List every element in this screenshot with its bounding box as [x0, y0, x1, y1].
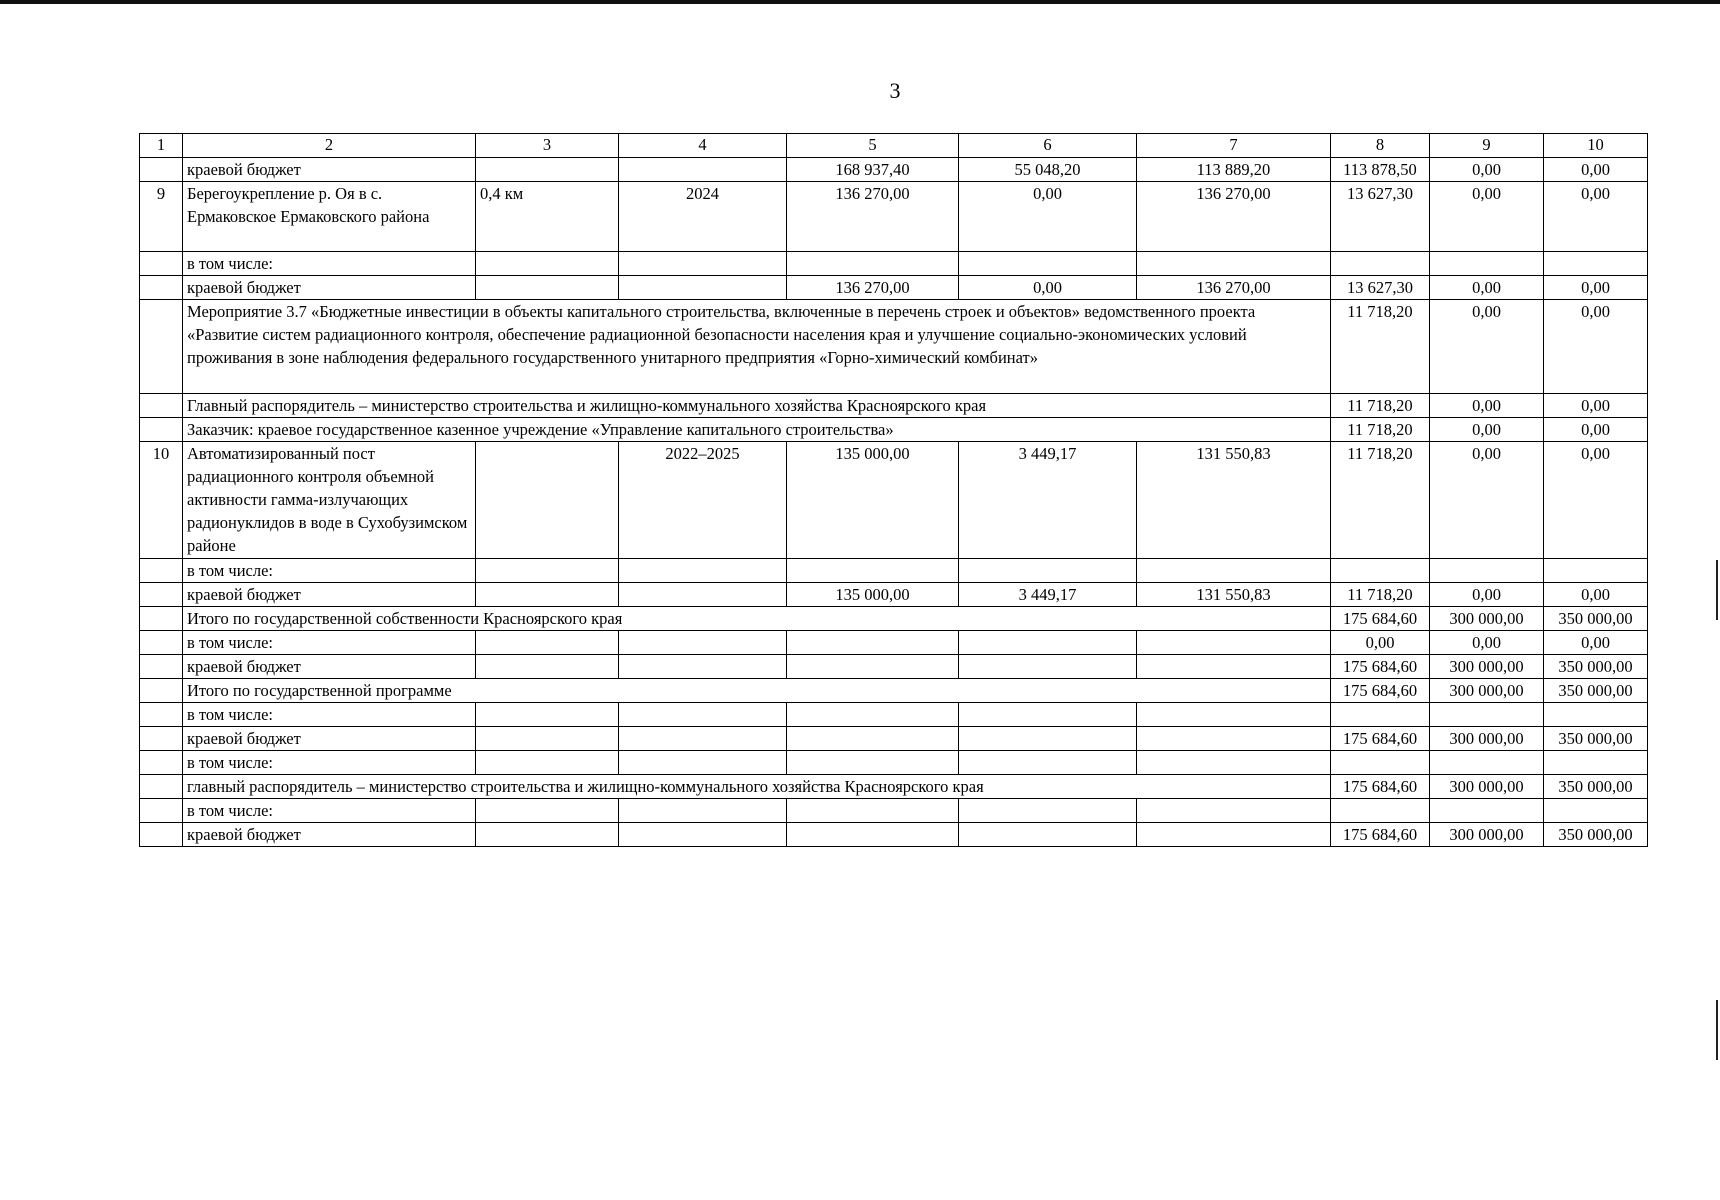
- row-number-cell: [140, 823, 183, 847]
- header-cell: 6: [959, 134, 1137, 158]
- table-cell: [1137, 799, 1331, 823]
- row-name-cell: краевой бюджет: [183, 583, 476, 607]
- table-cell: [1430, 751, 1544, 775]
- table-cell: [476, 158, 619, 182]
- measure-title-cell: Мероприятие 3.7 «Бюджетные инвестиции в объекты капитального строительства, включенные в перечень строек и объектов» ведомственного проекта «Развитие систем радиационного контроля, обеспечение радиационной безопасности населения края и улучшение социально-экономических условий проживания в зоне наблюдения федерального государственного унитарного предприятия «Горно-химический комбинат»: [183, 300, 1331, 394]
- table-cell: [1331, 751, 1430, 775]
- table-row: [140, 703, 1648, 727]
- table-cell: [1331, 799, 1430, 823]
- table-row: [140, 823, 1648, 847]
- row-name-cell: Берегоукрепление р. Оя в с. Ермаковское Ермаковского района: [183, 182, 476, 252]
- row-name-cell: краевой бюджет: [183, 655, 476, 679]
- table-cell: [619, 158, 787, 182]
- value-cell: 175 684,60: [1331, 823, 1430, 847]
- scan-edge-mark: [1716, 560, 1718, 620]
- table-cell: [1430, 252, 1544, 276]
- header-cell: 8: [1331, 134, 1430, 158]
- table-cell: [959, 751, 1137, 775]
- value-cell: 350 000,00: [1544, 655, 1648, 679]
- value-cell: 300 000,00: [1430, 775, 1544, 799]
- table-cell: [476, 799, 619, 823]
- value-cell: 175 684,60: [1331, 775, 1430, 799]
- table-cell: [476, 751, 619, 775]
- table-cell: [1137, 823, 1331, 847]
- table-cell: [476, 559, 619, 583]
- row-number-cell: [140, 727, 183, 751]
- value-cell: 175 684,60: [1331, 727, 1430, 751]
- table-cell: [787, 631, 959, 655]
- value-cell: 300 000,00: [1430, 727, 1544, 751]
- table-cell: [959, 631, 1137, 655]
- table-cell: [619, 823, 787, 847]
- table-cell: [787, 252, 959, 276]
- table-cell: [787, 703, 959, 727]
- header-cell: 3: [476, 134, 619, 158]
- row-name-cell: в том числе:: [183, 252, 476, 276]
- table-cell: [619, 631, 787, 655]
- table-row: [140, 631, 1648, 655]
- table-row: [140, 300, 1648, 394]
- row-name-cell: Главный распорядитель – министерство строительства и жилищно-коммунального хозяйства Красноярского края: [183, 394, 1331, 418]
- value-cell: 13 627,30: [1331, 276, 1430, 300]
- table-cell: [476, 703, 619, 727]
- table-cell: [1544, 559, 1648, 583]
- value-cell: 55 048,20: [959, 158, 1137, 182]
- table-cell: [787, 655, 959, 679]
- table-cell: [1544, 799, 1648, 823]
- header-cell: 4: [619, 134, 787, 158]
- value-cell: 350 000,00: [1544, 607, 1648, 631]
- table-row: [140, 679, 1648, 703]
- table-cell: [1544, 751, 1648, 775]
- row-number-cell: [140, 799, 183, 823]
- table-cell: [1430, 799, 1544, 823]
- value-cell: 0,00: [1430, 300, 1544, 394]
- table-cell: [1137, 655, 1331, 679]
- row-name-cell: краевой бюджет: [183, 727, 476, 751]
- table-cell: [959, 655, 1137, 679]
- total-label-cell: Итого по государственной собственности Красноярского края: [183, 607, 1331, 631]
- table-cell: [1137, 559, 1331, 583]
- total-label-cell: Итого по государственной программе: [183, 679, 1331, 703]
- row-number-cell: [140, 559, 183, 583]
- page-number: 3: [889, 78, 901, 103]
- table-cell: [1137, 727, 1331, 751]
- value-cell: 0,00: [1430, 442, 1544, 559]
- table-cell: [476, 655, 619, 679]
- scan-top-edge: [0, 0, 1720, 4]
- row-number-cell: [140, 394, 183, 418]
- header-cell: 5: [787, 134, 959, 158]
- table-cell: [1544, 252, 1648, 276]
- capacity-cell: 0,4 км: [476, 182, 619, 252]
- table-row: [140, 158, 1648, 182]
- value-cell: 300 000,00: [1430, 823, 1544, 847]
- value-cell: 11 718,20: [1331, 442, 1430, 559]
- value-cell: 0,00: [1430, 631, 1544, 655]
- value-cell: 11 718,20: [1331, 300, 1430, 394]
- value-cell: 350 000,00: [1544, 679, 1648, 703]
- value-cell: 175 684,60: [1331, 607, 1430, 631]
- value-cell: 0,00: [1544, 631, 1648, 655]
- table-row: [140, 252, 1648, 276]
- table-cell: [619, 751, 787, 775]
- value-cell: 300 000,00: [1430, 655, 1544, 679]
- table-row: [140, 276, 1648, 300]
- value-cell: 0,00: [1544, 394, 1648, 418]
- row-number-cell: [140, 751, 183, 775]
- value-cell: 131 550,83: [1137, 442, 1331, 559]
- table-cell: [619, 252, 787, 276]
- value-cell: 168 937,40: [787, 158, 959, 182]
- table-row: [140, 727, 1648, 751]
- table-cell: [1331, 252, 1430, 276]
- value-cell: 0,00: [1544, 276, 1648, 300]
- value-cell: 0,00: [1430, 158, 1544, 182]
- row-number-cell: [140, 679, 183, 703]
- table-row: [140, 799, 1648, 823]
- table-cell: [1331, 703, 1430, 727]
- value-cell: 136 270,00: [1137, 276, 1331, 300]
- table-cell: [1430, 559, 1544, 583]
- value-cell: 3 449,17: [959, 583, 1137, 607]
- table-cell: [619, 727, 787, 751]
- value-cell: 11 718,20: [1331, 418, 1430, 442]
- table-row: [140, 182, 1648, 252]
- table-cell: [1137, 631, 1331, 655]
- table-cell: [1137, 751, 1331, 775]
- row-number-cell: [140, 583, 183, 607]
- table-row: [140, 655, 1648, 679]
- table-row: [140, 751, 1648, 775]
- value-cell: 0,00: [959, 182, 1137, 252]
- period-cell: 2022–2025: [619, 442, 787, 559]
- value-cell: 350 000,00: [1544, 727, 1648, 751]
- value-cell: 0,00: [1544, 300, 1648, 394]
- table-cell: [476, 583, 619, 607]
- row-number-cell: [140, 703, 183, 727]
- header-cell: 9: [1430, 134, 1544, 158]
- value-cell: 136 270,00: [787, 182, 959, 252]
- value-cell: 175 684,60: [1331, 679, 1430, 703]
- header-cell: 10: [1544, 134, 1648, 158]
- table-cell: [619, 559, 787, 583]
- table-cell: [959, 727, 1137, 751]
- table-row: [140, 775, 1648, 799]
- table-cell: [787, 823, 959, 847]
- row-name-cell: в том числе:: [183, 751, 476, 775]
- value-cell: 0,00: [1430, 394, 1544, 418]
- value-cell: 0,00: [1430, 276, 1544, 300]
- value-cell: 3 449,17: [959, 442, 1137, 559]
- row-name-cell: краевой бюджет: [183, 276, 476, 300]
- value-cell: 175 684,60: [1331, 655, 1430, 679]
- table-cell: [476, 442, 619, 559]
- value-cell: 135 000,00: [787, 442, 959, 559]
- table-row: [140, 394, 1648, 418]
- table-cell: [959, 703, 1137, 727]
- row-number-cell: [140, 775, 183, 799]
- table-row: [140, 607, 1648, 631]
- row-name-cell: краевой бюджет: [183, 158, 476, 182]
- value-cell: 0,00: [959, 276, 1137, 300]
- period-cell: 2024: [619, 182, 787, 252]
- value-cell: 0,00: [1430, 182, 1544, 252]
- row-number-cell: [140, 158, 183, 182]
- table-cell: [787, 751, 959, 775]
- value-cell: 0,00: [1544, 418, 1648, 442]
- table-cell: [619, 703, 787, 727]
- row-number-cell: 9: [140, 182, 183, 252]
- table-row: [140, 442, 1648, 559]
- table-cell: [787, 559, 959, 583]
- table-cell: [619, 799, 787, 823]
- table-cell: [476, 631, 619, 655]
- row-name-cell: в том числе:: [183, 559, 476, 583]
- value-cell: 0,00: [1544, 583, 1648, 607]
- row-name-cell: краевой бюджет: [183, 823, 476, 847]
- value-cell: 113 889,20: [1137, 158, 1331, 182]
- row-number-cell: [140, 252, 183, 276]
- value-cell: 300 000,00: [1430, 679, 1544, 703]
- scan-edge-mark: [1716, 1000, 1718, 1060]
- header-cell: 1: [140, 134, 183, 158]
- value-cell: 136 270,00: [787, 276, 959, 300]
- table-row: [140, 559, 1648, 583]
- value-cell: 13 627,30: [1331, 182, 1430, 252]
- value-cell: 11 718,20: [1331, 583, 1430, 607]
- table-row: [140, 583, 1648, 607]
- row-number-cell: 10: [140, 442, 183, 559]
- header-cell: 2: [183, 134, 476, 158]
- row-number-cell: [140, 276, 183, 300]
- table-cell: [476, 252, 619, 276]
- value-cell: 0,00: [1544, 158, 1648, 182]
- value-cell: 135 000,00: [787, 583, 959, 607]
- table-cell: [476, 823, 619, 847]
- row-name-cell: Заказчик: краевое государственное казенное учреждение «Управление капитального строительства»: [183, 418, 1331, 442]
- row-name-cell: в том числе:: [183, 703, 476, 727]
- value-cell: 0,00: [1430, 418, 1544, 442]
- row-number-cell: [140, 655, 183, 679]
- table-cell: [959, 252, 1137, 276]
- table-cell: [1137, 252, 1331, 276]
- row-number-cell: [140, 418, 183, 442]
- row-number-cell: [140, 300, 183, 394]
- table-cell: [787, 727, 959, 751]
- value-cell: 350 000,00: [1544, 823, 1648, 847]
- header-cell: 7: [1137, 134, 1331, 158]
- table-cell: [476, 727, 619, 751]
- value-cell: 11 718,20: [1331, 394, 1430, 418]
- table-cell: [787, 799, 959, 823]
- table-cell: [619, 276, 787, 300]
- row-name-cell: Автоматизированный пост радиационного контроля объемной активности гамма-излучающих радионуклидов в воде в Сухобузимском районе: [183, 442, 476, 559]
- value-cell: 136 270,00: [1137, 182, 1331, 252]
- row-number-cell: [140, 631, 183, 655]
- row-name-cell: в том числе:: [183, 631, 476, 655]
- table-cell: [1137, 703, 1331, 727]
- value-cell: 0,00: [1430, 583, 1544, 607]
- value-cell: 0,00: [1331, 631, 1430, 655]
- row-number-cell: [140, 607, 183, 631]
- value-cell: 113 878,50: [1331, 158, 1430, 182]
- table-cell: [1331, 559, 1430, 583]
- table-header-row: [140, 134, 1648, 158]
- row-name-cell: в том числе:: [183, 799, 476, 823]
- table-cell: [1430, 703, 1544, 727]
- table-cell: [619, 655, 787, 679]
- table-row: [140, 418, 1648, 442]
- budget-table: [139, 133, 1648, 847]
- value-cell: 131 550,83: [1137, 583, 1331, 607]
- table-cell: [959, 559, 1137, 583]
- table-cell: [1544, 703, 1648, 727]
- value-cell: 300 000,00: [1430, 607, 1544, 631]
- row-name-cell: главный распорядитель – министерство строительства и жилищно-коммунального хозяйства Красноярского края: [183, 775, 1331, 799]
- table-cell: [959, 799, 1137, 823]
- table-cell: [619, 583, 787, 607]
- value-cell: 0,00: [1544, 442, 1648, 559]
- table-cell: [959, 823, 1137, 847]
- table-cell: [476, 276, 619, 300]
- value-cell: 350 000,00: [1544, 775, 1648, 799]
- value-cell: 0,00: [1544, 182, 1648, 252]
